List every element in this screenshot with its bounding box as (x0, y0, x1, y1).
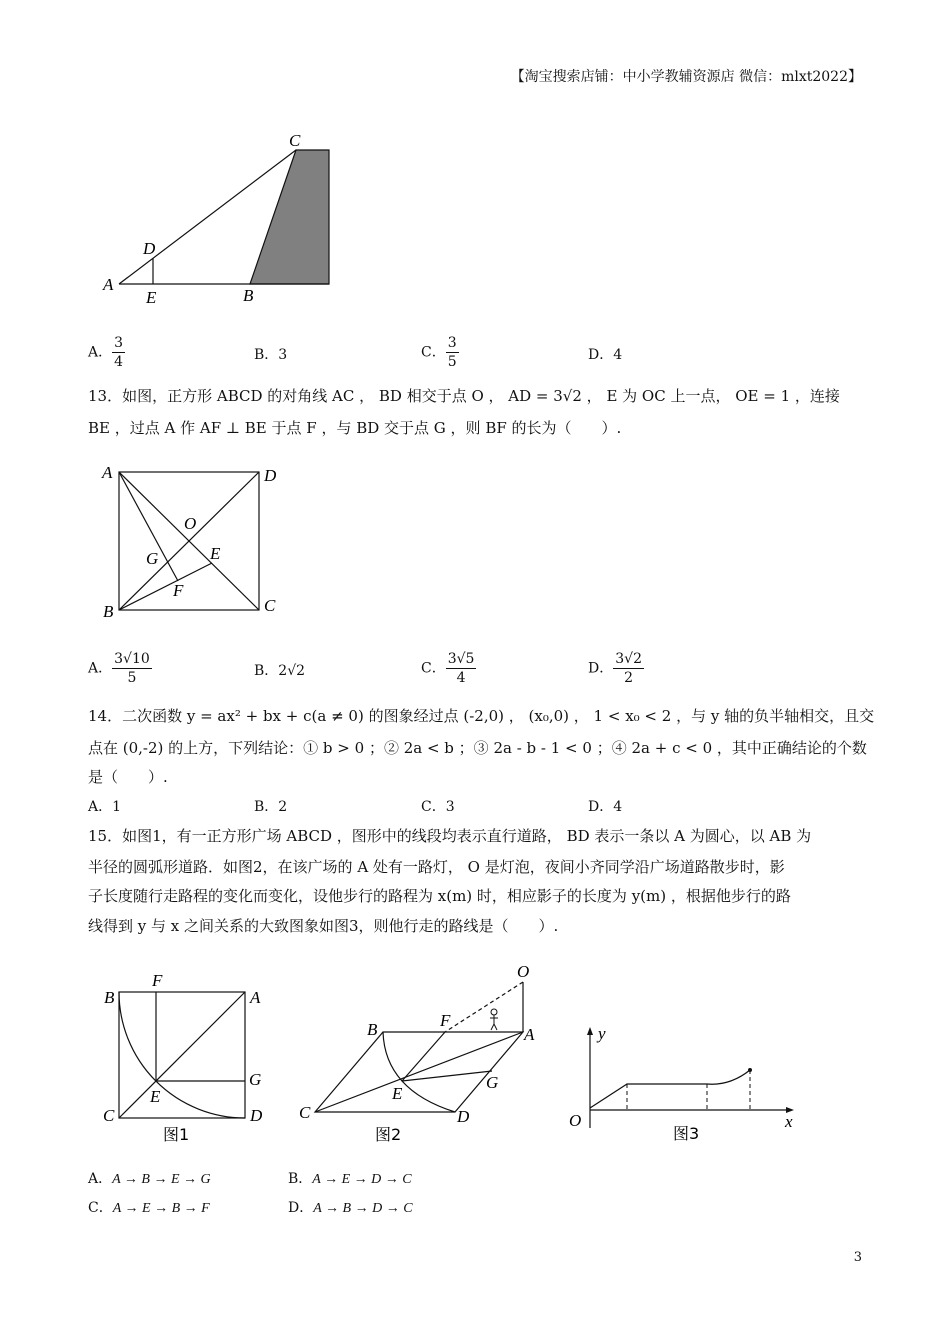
q15-text-line2: 半径的圆弧形道路．如图2，在该广场的 A 处有一路灯， O 是灯泡，夜间小齐同学沿广场道路散步时，影 (88, 858, 785, 876)
q13-option-a[interactable]: A． $\frac{3√10}{5}$ (88, 651, 150, 686)
fig1-label-b: B (104, 988, 115, 1007)
q13-text-line1: 13．如图，正方形 ABCD 的对角线 AC ， BD 相交于点 O ， AD = 3√2 ， E 为 OC 上一点， OE = 1 ，连接 (88, 387, 840, 405)
person-icon (490, 1009, 498, 1030)
page-number: 3 (853, 1250, 862, 1265)
q13-label-o: O (184, 514, 197, 533)
q14-text-line3: 是（ ）. (88, 768, 168, 786)
q13-figure (95, 460, 295, 620)
q15-text-line3: 子长度随行走路程的变化而变化，设他步行的路程为 x(m) 时，相应影子的长度为 y(m) ，根据他步行的路 (88, 887, 791, 905)
fig2-label-o: O (517, 962, 530, 981)
q15-figure-1 (95, 965, 285, 1155)
q12-option-b[interactable]: B．3 (254, 347, 288, 363)
q15-option-b[interactable]: B．A → E → D → C (288, 1171, 412, 1187)
q15-option-c[interactable]: C．A → E → B → F (88, 1200, 210, 1216)
fig2-label-a: A (524, 1025, 535, 1044)
q14-option-b[interactable]: B．2 (254, 799, 288, 815)
q12-label-c: C (289, 131, 301, 150)
fig2-label-f: F (440, 1011, 451, 1030)
fig1-label-a: A (250, 988, 261, 1007)
fig2-label-c: C (299, 1103, 311, 1122)
q12-option-d[interactable]: D．4 (588, 347, 623, 363)
q14-text-line2: 点在 (0,-2) 的上方，下列结论：① b > 0 ；② 2a < b ；③ 2a - b - 1 < 0 ；④ 2a + c < 0 ，其中正确结论的个数 (88, 739, 867, 757)
q13-option-b[interactable]: B．2√2 (254, 663, 306, 679)
q12-option-a[interactable]: A． $\frac{3}{4}$ (88, 335, 124, 370)
q12-label-a: A (103, 275, 114, 294)
q13-label-d: D (264, 466, 277, 485)
q13-label-a: A (102, 463, 113, 482)
q13-label-g: G (146, 549, 159, 568)
page-header: 【淘宝搜索店铺：中小学教辅资源店 微信：mlxt2022】 (510, 69, 862, 85)
fig1-label-c: C (103, 1106, 115, 1125)
q13-option-c[interactable]: C． $\frac{3√5}{4}$ (421, 651, 475, 686)
q15-option-a[interactable]: A．A → B → E → G (88, 1171, 211, 1187)
q12-option-c[interactable]: C． $\frac{3}{5}$ (421, 335, 457, 370)
q12-label-b: B (243, 286, 254, 305)
q14-option-a[interactable]: A．1 (88, 799, 122, 815)
fig1-label-f: F (152, 971, 163, 990)
q12-figure (95, 125, 345, 310)
q15-option-d[interactable]: D．A → B → D → C (288, 1200, 413, 1216)
q13-text-line2: BE ，过点 A 作 AF ⊥ BE 于点 F ，与 BD 交于点 G ，则 BF 的长为（ ）. (88, 419, 622, 437)
fig1-caption: 图1 (163, 1125, 190, 1144)
q14-option-d[interactable]: D．4 (588, 799, 623, 815)
fig1-label-g: G (249, 1070, 262, 1089)
q12-label-d: D (143, 239, 156, 258)
fig3-caption: 图3 (673, 1124, 700, 1143)
q15-figure-2 (295, 960, 545, 1150)
q13-label-f: F (173, 581, 184, 600)
q14-text-line1: 14．二次函数 y = ax² + bx + c(a ≠ 0) 的图象经过点 (-2,0) ， (x₀,0) ， 1 < x₀ < 2 ，与 y 轴的负半轴相交，且交 (88, 707, 875, 725)
q13-label-e: E (210, 544, 221, 563)
q14-option-c[interactable]: C．3 (421, 799, 455, 815)
fig2-label-g: G (486, 1073, 499, 1092)
fig1-label-e: E (150, 1087, 161, 1106)
q15-figure-3 (565, 1020, 805, 1150)
q13-option-d[interactable]: D． $\frac{3√2}{2}$ (588, 651, 642, 686)
fig1-label-d: D (250, 1106, 263, 1125)
fig2-label-e: E (392, 1084, 403, 1103)
fig2-label-d: D (457, 1107, 470, 1126)
q13-label-b: B (103, 602, 114, 620)
q13-label-c: C (264, 596, 276, 615)
fig2-caption: 图2 (375, 1125, 402, 1144)
fig3-label-x: x (785, 1112, 793, 1131)
q12-label-e: E (146, 288, 157, 307)
fig3-label-o: O (569, 1111, 582, 1130)
q15-text-line1: 15．如图1，有一正方形广场 ABCD ，图形中的线段均表示直行道路， BD 表示一条以 A 为圆心，以 AB 为 (88, 827, 812, 845)
q15-text-line4: 线得到 y 与 x 之间关系的大致图象如图3，则他行走的路线是（ ）. (88, 917, 559, 935)
fig2-label-b: B (367, 1020, 378, 1039)
fig3-label-y: y (598, 1024, 606, 1043)
